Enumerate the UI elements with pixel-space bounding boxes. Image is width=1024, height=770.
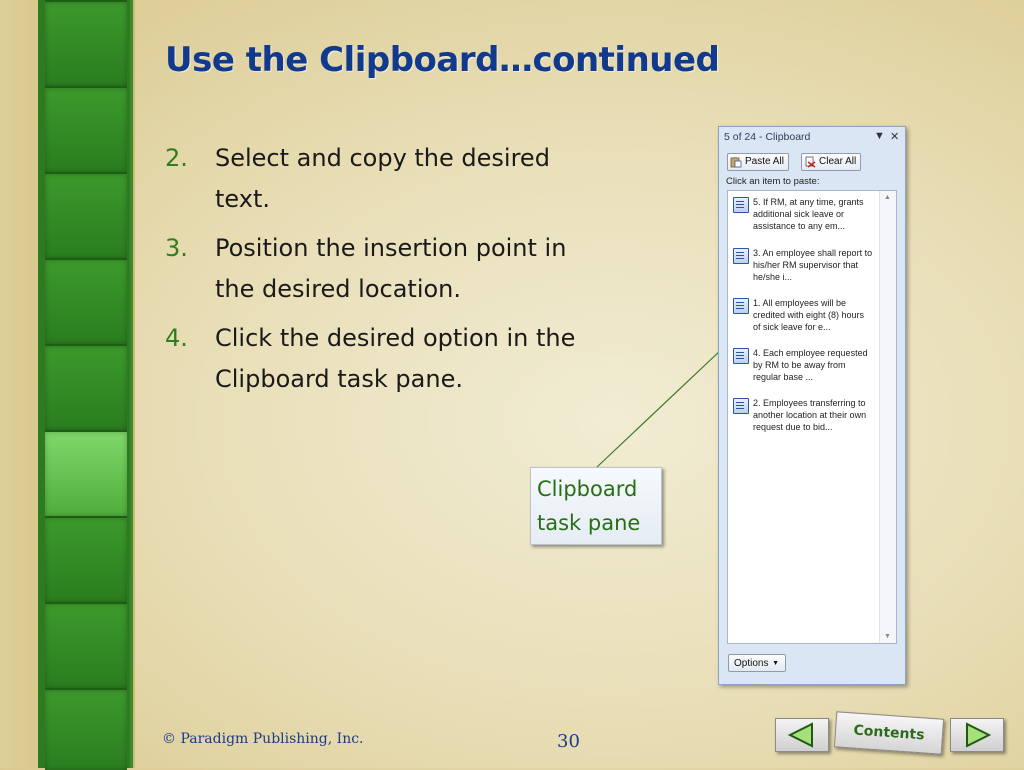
clipboard-item[interactable]	[733, 196, 873, 232]
options-button[interactable]	[728, 654, 786, 672]
clipboard-item-text: 2. Employees transferring to another location at their own request due to bid...	[753, 398, 867, 432]
left-arrow-icon	[776, 719, 828, 751]
vertical-scrollbar[interactable]	[879, 191, 896, 643]
page-number: 30	[557, 731, 580, 752]
right-arrow-icon	[951, 719, 1003, 751]
scroll-up-icon[interactable]: ▲	[884, 194, 891, 201]
clipboard-item[interactable]	[733, 347, 873, 383]
step-number: 2.	[165, 144, 188, 172]
clipboard-task-pane	[718, 126, 906, 685]
step-text: Position the insertion point in the desired location.	[215, 234, 567, 303]
clipboard-item-text: 4. Each employee requested by RM to be away from regular base ...	[753, 348, 868, 382]
next-slide-button[interactable]	[950, 718, 1004, 752]
word-doc-icon	[733, 398, 749, 414]
callout-box: Clipboard task pane	[530, 467, 662, 545]
word-doc-icon	[733, 197, 749, 213]
clear-icon	[804, 156, 816, 168]
paste-icon	[730, 156, 742, 168]
pane-header	[723, 130, 901, 144]
chevron-down-icon: ▼	[772, 660, 779, 667]
paste-all-button[interactable]	[727, 153, 789, 171]
clipboard-item-list	[727, 190, 897, 644]
contents-button[interactable]: Contents	[834, 711, 944, 754]
word-doc-icon	[733, 298, 749, 314]
pane-title: 5 of 24 - Clipboard	[724, 131, 811, 143]
scroll-down-icon[interactable]: ▼	[884, 633, 891, 640]
clear-all-button[interactable]	[801, 153, 861, 171]
paste-hint: Click an item to paste:	[726, 176, 820, 187]
clipboard-item[interactable]	[733, 297, 873, 333]
clipboard-item-text: 3. An employee shall report to his/her RM supervisor that he/she i...	[753, 248, 873, 282]
previous-slide-button[interactable]	[775, 718, 829, 752]
clear-all-label: Clear All	[819, 156, 857, 167]
clipboard-item-text: 5. If RM, at any time, grants additional sick leave or assistance to any em...	[753, 197, 864, 231]
step-text: Click the desired option in the Clipboard task pane.	[215, 324, 576, 393]
copyright-text: © Paradigm Publishing, Inc.	[162, 731, 364, 747]
word-doc-icon	[733, 348, 749, 364]
clipboard-item[interactable]	[733, 247, 873, 283]
clipboard-item-text: 1. All employees will be credited with eight (8) hours of sick leave for e...	[753, 298, 865, 332]
step-number: 3.	[165, 234, 188, 262]
paste-all-label: Paste All	[745, 156, 784, 167]
options-label: Options	[734, 658, 769, 669]
slide-title: Use the Clipboard…continued	[165, 40, 720, 80]
word-doc-icon	[733, 248, 749, 264]
step-text: Select and copy the desired text.	[215, 144, 550, 213]
step-number: 4.	[165, 324, 188, 352]
clipboard-item[interactable]	[733, 397, 873, 433]
close-icon[interactable]: ✕	[890, 131, 900, 143]
pane-menu-icon[interactable]: ▼	[874, 130, 885, 142]
